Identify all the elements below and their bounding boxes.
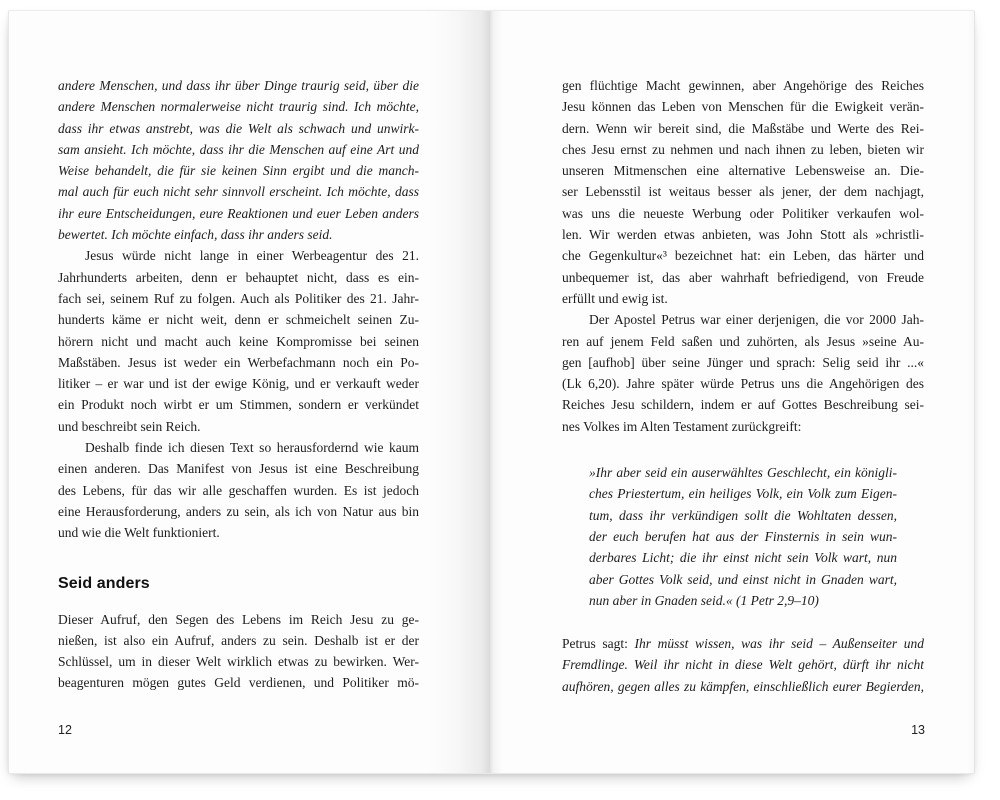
text-line: [58, 416, 419, 437]
text-line: [58, 651, 419, 672]
text-column-right: [562, 75, 924, 697]
text-segment: dern. Wenn wir bereit sind, die Maßstäbe und Werte des Rei-: [562, 120, 924, 136]
text-segment: Petrus sagt:: [562, 636, 635, 652]
text-segment: hörern nicht und macht auch keine Kompromisse bei seinen: [58, 333, 419, 349]
page-right: [490, 10, 975, 774]
text-segment: Dieser Aufruf, den Segen des Lebens im Reich Jesu zu ge-: [58, 611, 419, 627]
text-segment: bewertet. Ich möchte einfach, dass ihr anders seid.: [58, 227, 333, 243]
text-line: [562, 373, 924, 394]
text-line: [58, 118, 419, 139]
text-segment: unbequemer ist, das aber wahrhaft befriedigend, von Freude: [562, 269, 924, 285]
text-segment: Ihr müsst wissen, was ihr seid – Außenseiter und: [634, 636, 924, 652]
text-segment: eine Herausforderung, anders zu sein, als ich von Natur aus bin: [58, 503, 419, 519]
text-line: [562, 139, 924, 160]
text-line: [58, 331, 419, 352]
text-segment: nun aber in Gnaden seid.« (1 Petr 2,9–10): [589, 592, 819, 608]
text-segment: aufhören, gegen alles zu kämpfen, einschließlich eurer Begierden,: [562, 678, 924, 694]
text-segment: Schlüssel, um in dieser Welt wirklich etwas zu bewirken. Wer-: [58, 654, 419, 670]
text-segment: unseren Mitmenschen eine alternative Lebensweise an. Die-: [562, 163, 924, 179]
text-line: [589, 569, 897, 590]
text-line: [562, 75, 924, 96]
text-segment: tum, dass ihr verkündigen sollt die Wohltaten dessen,: [589, 507, 897, 523]
text-segment: des Lebens, für das wir alle geschaffen wurden. Es ist jedoch: [58, 482, 419, 498]
text-segment: der euch berufen hat aus der Finsternis in sein wun-: [589, 528, 897, 544]
text-line: [562, 654, 924, 675]
text-line: [58, 373, 419, 394]
text-line: [589, 547, 897, 568]
book-spread: [8, 10, 974, 772]
paragraph: [562, 75, 924, 309]
text-segment: ihr eure Entscheidungen, eure Reaktionen und euer Leben anders: [58, 205, 419, 221]
text-line: [58, 309, 419, 330]
text-line: [58, 609, 419, 630]
text-segment: Jahrhunderts arbeiten, denn er behauptet nicht, dass es ein-: [58, 269, 419, 285]
text-segment: »Ihr aber seid ein auserwähltes Geschlecht, ein königli-: [589, 465, 897, 481]
text-segment: litiker – er war und ist der ewige König, und er verkauft weder: [58, 376, 419, 392]
text-segment: nießen, ist also ein Aufruf, anders zu sein. Deshalb ist er der: [58, 632, 419, 648]
text-line: [58, 394, 419, 415]
text-segment: Jesus würde nicht lange in einer Werbeagentur des 21.: [85, 248, 419, 264]
text-line: [562, 352, 924, 373]
text-segment: andere Menschen normalerweise nicht traurig sind. Ich möchte,: [58, 99, 419, 115]
text-line: [58, 160, 419, 181]
text-segment: ren auf jenem Feld saßen und zuhörten, als Jesus »seine Au-: [562, 333, 924, 349]
text-line: [58, 501, 419, 522]
text-segment: Der Apostel Petrus war einer derjenigen, die vor 2000 Jah-: [589, 312, 924, 328]
text-line: [58, 267, 419, 288]
text-segment: und beschreibt sein Reich.: [58, 418, 201, 434]
text-line: [58, 245, 419, 266]
text-line: [562, 181, 924, 202]
paragraph: [58, 437, 419, 543]
text-line: [562, 394, 924, 415]
text-line: [58, 352, 419, 373]
text-segment: Deshalb finde ich diesen Text so herausfordernd wie kaum: [85, 440, 419, 456]
text-line: [58, 672, 419, 693]
text-line: [589, 526, 897, 547]
text-line: [58, 522, 419, 543]
text-line: [58, 203, 419, 224]
text-line: [562, 203, 924, 224]
text-line: [562, 331, 924, 352]
text-segment: len. Wir werden etwas anbieten, was John Stott als »christli-: [562, 227, 924, 243]
text-segment: gen [aufhob] über seine Jünger und sprach: Selig seid ihr ...«: [562, 354, 924, 370]
text-line: [562, 96, 924, 117]
text-line: [589, 462, 897, 483]
block-quote: [589, 462, 897, 611]
text-line: [562, 245, 924, 266]
text-segment: dass ihr etwas anstrebt, was die Welt als schwach und unwirk-: [58, 120, 419, 136]
text-segment: che Gegenkultur«³ bezeichnet hat: ein Leben, das härter und: [562, 248, 924, 264]
text-line: [562, 118, 924, 139]
page-number-left: 12: [58, 723, 72, 737]
text-segment: ein Produkt noch wirbt er um Stimmen, sondern er verkündet: [58, 397, 419, 413]
text-segment: Maßstäben. Jesus ist weder ein Werbefachmann noch ein Po-: [58, 354, 419, 370]
text-column-left: [58, 75, 419, 694]
text-segment: Fremdlinge. Weil ihr nicht in diese Welt gehört, dürft ihr nicht: [562, 657, 924, 673]
text-segment: was uns die neueste Werbung oder Politiker verkaufen wol-: [562, 205, 924, 221]
text-line: [58, 96, 419, 117]
page-left: [8, 10, 491, 774]
text-segment: und wie die Welt funktioniert.: [58, 525, 220, 541]
paragraph: [58, 609, 419, 694]
text-line: [562, 267, 924, 288]
text-line: [562, 224, 924, 245]
text-segment: ser Lebensstil ist weitaus besser als jener, der dem nachjagt,: [562, 184, 924, 200]
text-segment: mal auch für euch nicht sehr sinnvoll erscheint. Ich möchte, dass: [58, 184, 419, 200]
text-segment: ches Priestertum, ein heiliges Volk, ein Volk zum Eigen-: [589, 486, 897, 502]
text-segment: Jesu können das Leben von Menschen für die Ewigkeit verän-: [562, 99, 924, 115]
text-segment: nes Volkes im Alten Testament zurückgreift:: [562, 418, 802, 434]
text-segment: hunderts käme er nicht weit, denn er schmeichelt seinen Zu-: [58, 312, 419, 328]
text-line: [58, 458, 419, 479]
text-segment: Weise behandelt, die für sie keinen Sinn ergibt und die manch-: [58, 163, 419, 179]
text-line: [589, 590, 897, 611]
paragraph: [58, 245, 419, 437]
text-line: [562, 288, 924, 309]
text-segment: ches Jesu ernst zu nehmen und nach ihnen zu leben, bieten wir: [562, 141, 924, 157]
text-segment: (Lk 6,20). Jahre später würde Petrus uns die Angehörigen des: [562, 376, 924, 392]
text-segment: andere Menschen, und dass ihr über Dinge traurig seid, über die: [58, 78, 419, 93]
paragraph: [58, 75, 419, 245]
text-line: [58, 224, 419, 245]
text-line: [58, 288, 419, 309]
text-line: [58, 630, 419, 651]
text-segment: Reiches Jesu schildern, indem er auf Gottes Beschreibung sei-: [562, 397, 924, 413]
text-line: [562, 160, 924, 181]
text-line: [58, 480, 419, 501]
text-line: [58, 75, 419, 96]
page-number-right: 13: [911, 723, 925, 737]
paragraph: [562, 633, 924, 697]
text-line: [562, 309, 924, 330]
text-line: [589, 483, 897, 504]
text-line: [58, 437, 419, 458]
paragraph: [562, 309, 924, 437]
text-segment: sam ansieht. Ich möchte, dass ihr die Menschen auf eine Art und: [58, 141, 419, 157]
text-segment: erfüllt und ewig ist.: [562, 290, 668, 306]
text-segment: aber Gottes Volk seid, und einst nicht in Gnaden wart,: [589, 571, 897, 587]
text-line: [589, 505, 897, 526]
text-segment: derbares Licht; die ihr einst nicht sein Volk wart, nun: [589, 550, 897, 566]
text-line: [58, 139, 419, 160]
text-line: [58, 181, 419, 202]
text-line: [562, 416, 924, 437]
text-segment: gen flüchtige Macht gewinnen, aber Angehörige des Reiches: [562, 78, 924, 93]
text-segment: beagenturen mögen gutes Geld verdienen, und Politiker mö-: [58, 675, 419, 691]
text-segment: einen anderen. Das Manifest von Jesus ist eine Beschreibung: [58, 461, 419, 477]
text-line: [562, 633, 924, 654]
text-segment: fach sei, seinem Ruf zu folgen. Auch als Politiker des 21. Jahr-: [58, 290, 419, 306]
section-heading: Seid anders: [58, 574, 150, 592]
text-line: [562, 676, 924, 697]
